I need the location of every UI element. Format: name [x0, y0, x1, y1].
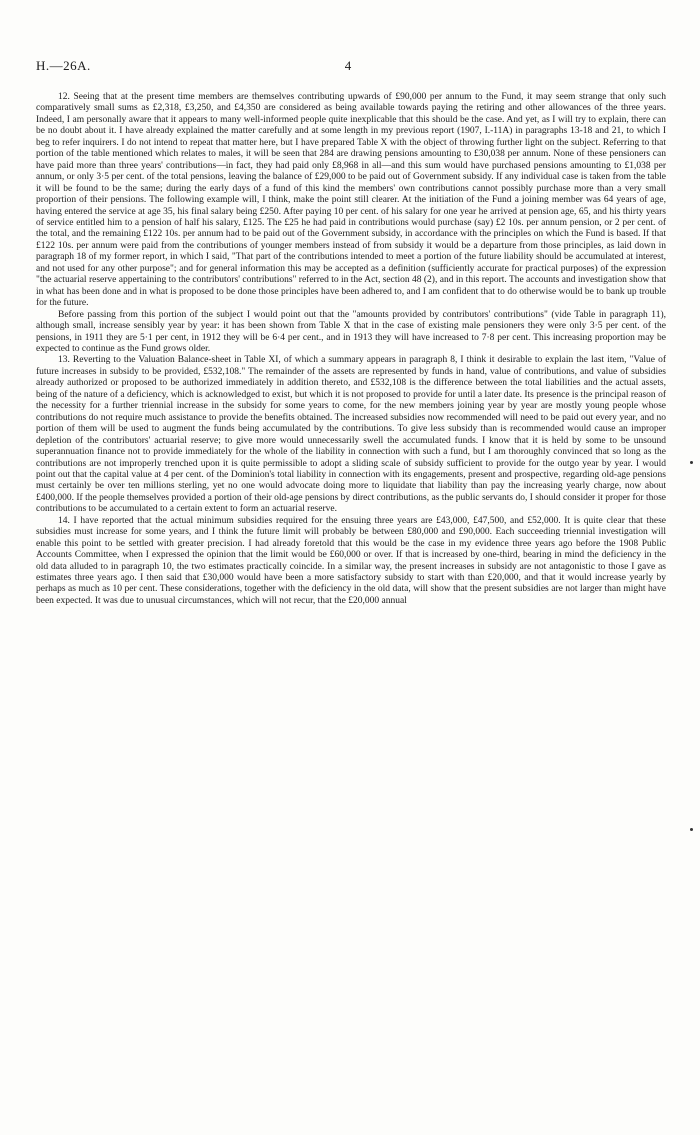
paragraph-12-continued: Before passing from this portion of the subject I would point out that the "amounts provided by contributors' contributions" (vide Table in paragraph 11), although small, increase sensibly year by year: it has been shown from Table X that in the case of existing male pensioners they were only 3·5 per cent. of the pensions, in 1911 they are 5·1 per cent, in 1912 they will be 6·4 per cent., and in 1913 they will have increased to 7·8 per cent. This increasing proportion may be expected to continue as the Fund grows older. [36, 309, 666, 354]
paragraph-12: 12. Seeing that at the present time members are themselves contributing upwards of £90,000 per annum to the Fund, it may seem strange that only such comparatively small sums as £2,318, £3,250, and £4,350 are considered as being available towards paying the retiring and other allowances of the three years. Indeed, I am personally aware that it appears to many well-informed people quite inexplicable that this should be the case. And yet, as I will try to explain, there can be no doubt about it. I have already explained the matter carefully and at some length in my previous report (1907, I.-11A) in paragraphs 13-18 and 21, to which I beg to refer inquirers. I do not intend to repeat that matter here, but I have prepared Table X with the object of throwing further light on the subject. Referring to that portion of the table mentioned which relates to males, it will be seen that 284 are drawing pensions amounting to £30,038 per annum. None of these pensioners can have paid more than three years' contributions—in fact, they had paid only £8,968 in all—and this sum would have purchased pensions amounting to £1,038 per annum, or only 3·5 per cent. of the total pensions, leaving the balance of £29,000 to be paid out of Government subsidy. If any individual case is taken from the table it will be found to be the same; during the early days of a fund of this kind the members' own contributions cannot possibly purchase more than a very small proportion of their pensions. The following example will, I think, make the point still clearer. At the initiation of the Fund a joining member was 64 years of age, having entered the service at age 35, his final salary being £250. After paying 10 per cent. of his salary for one year he arrived at pension age, 65, and his thirty years of service entitled him to a pension of half his salary, £125. The £25 he had paid in contributions would purchase (say) £2 10s. per annum pension, or 2 per cent. of the total, and the remaining £122 10s. per annum had to be paid out of the Government subsidy, in accordance with the principles on which the Fund is based. If that £122 10s. per annum were paid from the contributions of younger members instead of from subsidy it would be a departure from those principles, as laid down in paragraph 18 of my former report, in which I said, "That part of the contributions intended to meet a portion of the future liability should be accumulated at interest, and not used for any other purpose"; and for general information this may be accepted as a definition (sufficiently accurate for practical purposes) of the expression "the actuarial reserve appertaining to the contributors' contributions" referred to in the Act, section 48 (2), and in this report. The accounts and investigation show that in what has been done and in what is proposed to be done those principles have been adhered to, and I am confident that to do otherwise would be to bank up trouble for the future. [36, 92, 666, 309]
document-reference: H.—26A. [36, 58, 91, 73]
document-body [36, 92, 666, 607]
paragraph-14: 14. I have reported that the actual minimum subsidies required for the ensuing three years are £43,000, £47,500, and £52,000. It is quite clear that these subsidies must increase for some years, and I think the future limit will probably be between £80,000 and £90,000. Each succeeding triennial investigation will enable this point to be settled with greater precision. I had already foretold that this would be the case in my evidence three years ago before the 1908 Public Accounts Committee, when I expressed the opinion that the limit would be £60,000 or over. If that is increased by one-third, bearing in mind the deficiency in the old data alluded to in paragraph 10, the two estimates practically coincide. In a similar way, the present increases in subsidy are not antagonistic to those I gave as estimates three years ago. I then said that £30,000 would have been a more satisfactory subsidy to start with than £20,000, and that it would increase yearly by perhaps as much as 10 per cent. These considerations, together with the deficiency in the old data, will show that the present subsidies are not larger than might have been expected. It was due to unusual circumstances, which will not recur, that the £20,000 annual [36, 515, 666, 606]
page-number: 4 [344, 58, 352, 73]
paragraph-13: 13. Reverting to the Valuation Balance-sheet in Table XI, of which a summary appears in paragraph 8, I think it desirable to explain the last item, "Value of future increases in subsidy to be provided, £532,108." The remainder of the assets are represented by funds in hand, value of contributions, and value of subsidies already authorized or proposed to be authorized immediately in addition thereto, and £532,108 is the difference between the total liabilities and the actual assets, being of the nature of a deficiency, which is acknowledged to exist, but which it is not proposed to provide for until a later date. Its presence is the principal reason of the necessity for a further triennial increase in the subsidy for some years to come, for the new members joining year by year are mostly young people whose contributions do not require much assistance to provide the benefits obtained. The increased subsidies now recommended will need to be paid out every year, and no portion of them will be used to augment the funds being accumulated by the contributions. To give less subsidy than is recommended would cause an improper depletion of the contributors' actuarial reserve; to give more would unnecessarily swell the accumulated funds. I know that it is held by some to be unsound superannuation finance not to provide immediately for the whole of the liability in connection with such a fund, but I am thoroughly convinced that so long as the contributions are not improperly trenched upon it is quite permissible to adopt a sliding scale of subsidy sufficient to provide for the outgo year by year. I would point out that the capital value at 4 per cent. of the Dominion's total liability in connection with its engagements, present and prospective, regarding old-age pensions must certainly be over ten millions sterling, yet no one would advocate doing more to liquidate that liability than pay the increasing yearly charge, now about £400,000. If the people themselves provided a portion of their old-age pensions by direct contributions, as the public servants do, I should consider it proper for those contributions to be accumulated to a certain extent to form an actuarial reserve. [36, 355, 666, 515]
margin-dot [690, 461, 693, 464]
page-header [36, 58, 660, 78]
margin-dot [690, 828, 693, 831]
